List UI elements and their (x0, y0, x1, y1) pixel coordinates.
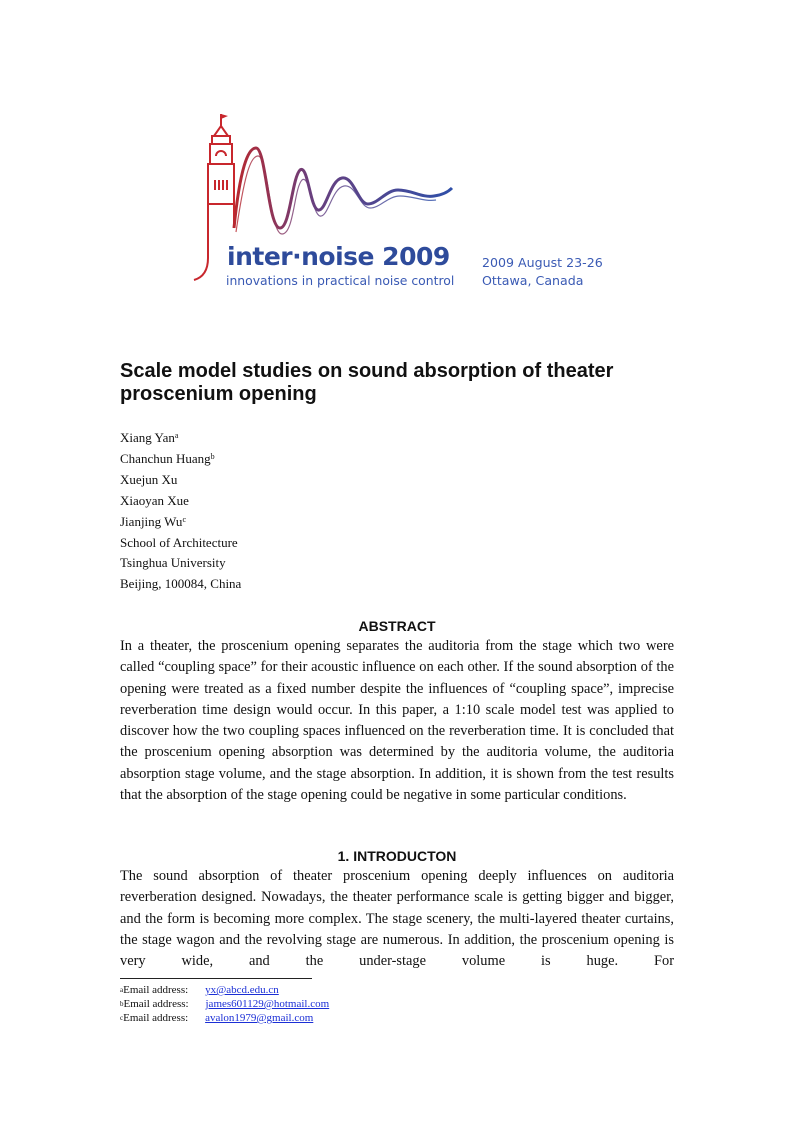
affiliation-line: Beijing, 100084, China (120, 576, 242, 592)
affiliation-line: School of Architecture (120, 534, 238, 550)
author: Xiaoyan Xue (120, 492, 189, 508)
email-link[interactable]: james601129@hotmail.com (205, 998, 330, 1010)
abstract-text: In a theater, the proscenium opening separates the auditoria from the stage which two were called “coupling space” for their acoustic influence on each other. If the sound absorption of the opening were treated as a fixed number despite the influences of “coupling space”, imprecise reverberation time design would occur. In this paper, a 1:10 scale model test was applied to discover how the two coupling spaces influenced on the reverberation time. It is concluded that the proscenium opening absorption was determined by the auditoria volume, the auditoria absorption stage volume, and the stage absorption. In addition, it is shown from the test results that the absorption of the stage opening could be negative in some particular conditions. (120, 638, 674, 804)
footnotes (120, 983, 329, 1025)
conference-date: 2009 August 23-26 (482, 255, 603, 270)
footnote: $^a$Email address: yx@abcd.edu.cn (120, 984, 279, 996)
introduction-text: The sound absorption of theater proscenium opening deeply influences on auditoria reverberation designed. Nowadays, the theater performance scale is getting bigger and bigger, and the form is becoming more complex. The stage scenery, the multi-layered theater curtains, the stage wagon and the revolving stage are numerous. In addition, the proscenium opening is very wide, and the under-stage volume is huge. For (120, 868, 674, 970)
footnote: $^b$Email address: james601129@hotmail.com (120, 998, 330, 1010)
author: Xiang Yan$^a$ (120, 430, 179, 445)
email-link[interactable]: avalon1979@gmail.com (205, 1012, 314, 1024)
conference-place: Ottawa, Canada (482, 273, 584, 288)
affiliation-line: Tsinghua University (120, 555, 226, 571)
introduction-heading: 1. INTRODUCTON (337, 848, 457, 864)
footnote: $^c$Email address: avalon1979@gmail.com (120, 1012, 314, 1024)
abstract-heading: ABSTRACT (358, 618, 436, 634)
author: Chanchun Huang$^b$ (120, 450, 215, 466)
paper-title: Scale model studies on sound absorption of theater proscenium opening (120, 360, 614, 405)
email-link[interactable]: yx@abcd.edu.cn (205, 984, 279, 996)
author: Xuejun Xu (120, 471, 178, 487)
author-block (120, 428, 241, 595)
footnote-divider (120, 978, 312, 979)
logo-subtitle: innovations in practical noise control (226, 273, 455, 288)
conference-logo (190, 108, 610, 298)
logo-title: inter·noise 2009 (227, 242, 450, 271)
author: Jianjing Wu$^c$ (120, 513, 186, 529)
